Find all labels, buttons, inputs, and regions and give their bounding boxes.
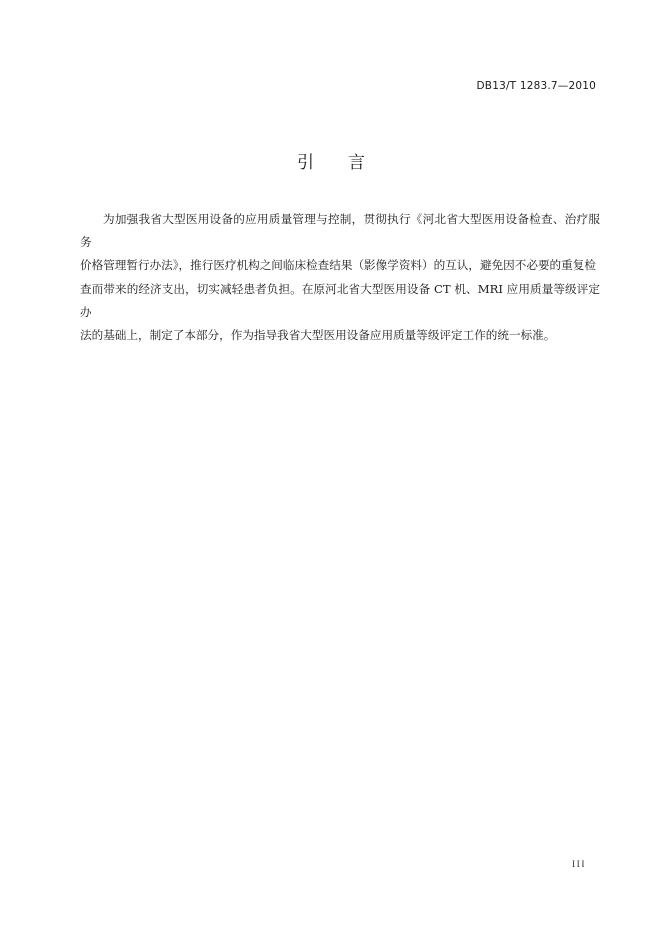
page-title: 引言: [297, 153, 399, 173]
paragraph: 为加强我省大型医用设备的应用质量管理与控制，贯彻执行《河北省大型医用设备检查、治疗服务 价格管理暂行办法》，推行医疗机构之间临床检查结果（影像学资料）的互认，避免因不必要的重复检 查而带来的经济支出，切实减轻患者负担。在原河北省大型医用设备 CT 机、MRI 应用质量等级评定办 法的基础上，制定了本部分，作为指导我省大型医用设备应用质量等级评定工作的统一标准。: [80, 212, 600, 343]
standard-code: DB13/T 1283.7—2010: [476, 80, 596, 92]
body-text: [80, 208, 600, 347]
page-number: III: [572, 860, 586, 870]
